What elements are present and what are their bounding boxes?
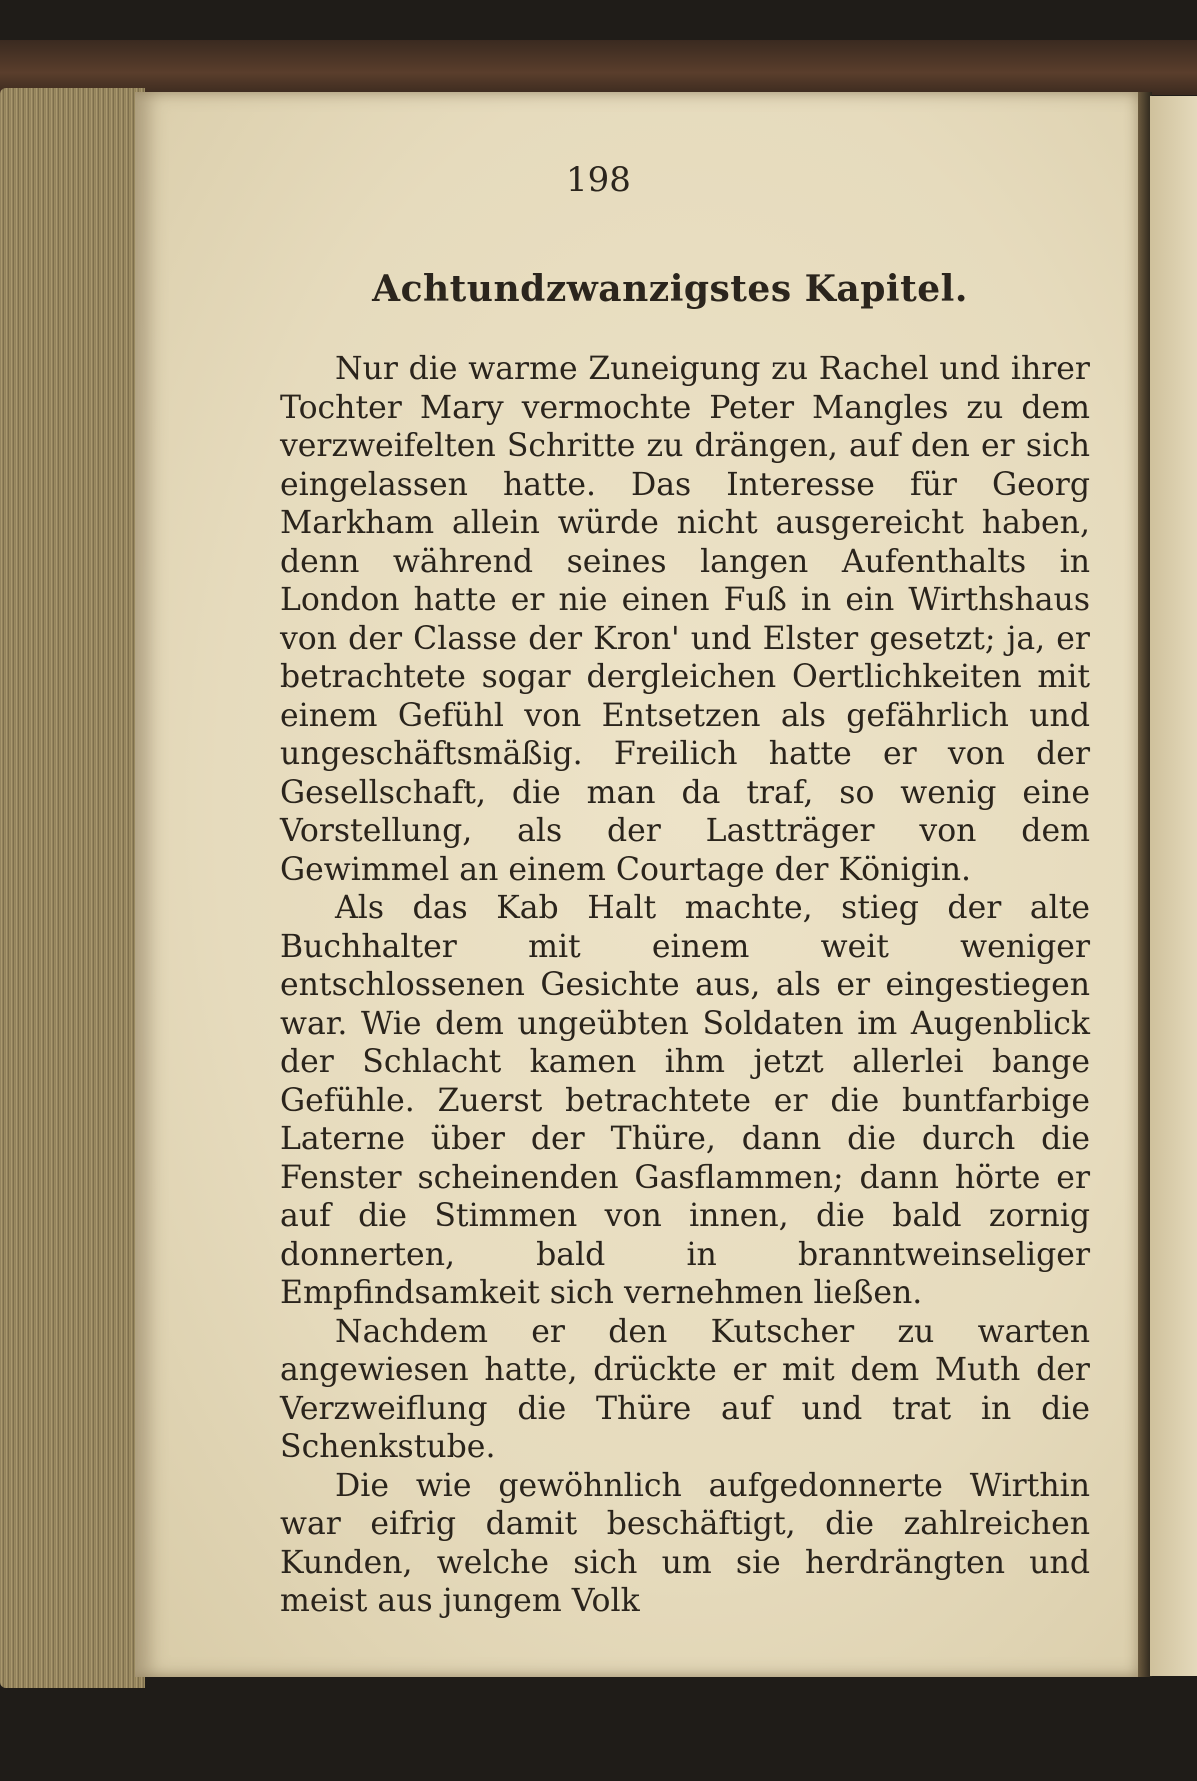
body-text [280, 350, 1090, 1621]
book-cover-edge [0, 40, 1197, 95]
page-number: 198 [566, 160, 631, 200]
page-stack-edges [0, 88, 145, 1688]
paragraph: Nur die warme Zuneigung zu Rachel und ihrer Tochter Mary vermochte Peter Mangles zu dem verzweifelten Schritte zu drängen, auf den er sich eingelassen hatte. Das Interesse für Georg Markham allein würde nicht ausgereicht haben, denn während seines langen Aufenthalts in London hatte er nie einen Fuß in ein Wirthshaus von der Classe der Kron' und Elster gesetzt; ja, er betrachtete sogar dergleichen Oertlichkeiten mit einem Gefühl von Entsetzen als gefährlich und ungeschäftsmäßig. Freilich hatte er von der Gesellschaft, die man da traf, so wenig eine Vorstellung, als der Lastträger von dem Gewimmel an einem Courtage der Königin. [280, 351, 1090, 888]
paragraph: Nachdem er den Kutscher zu warten angewiesen hatte, drückte er mit dem Muth der Verzweiflung die Thüre auf und trat in die Schenkstube. [280, 1313, 1090, 1465]
paragraph: Die wie gewöhnlich aufgedonnerte Wirthin war eifrig damit beschäftigt, die zahlreichen Kunden, welche sich um sie herdrängten und meist aus jungem Volk [280, 1467, 1090, 1619]
paragraph: Als das Kab Halt machte, stieg der alte Buchhalter mit einem weit weniger entschlossenen Gesichte aus, als er eingestiegen war. Wie dem ungeübten Soldaten im Augenblick der Schlacht kamen ihm jetzt allerlei bange Gefühle. Zuerst betrachtete er die buntfarbige Laterne über der Thüre, dann die durch die Fenster scheinenden Gasflammen; dann hörte er auf die Stimmen von innen, die bald zornig donnerten, bald in branntweinseliger Empfindsamkeit sich vernehmen ließen. [280, 890, 1090, 1311]
facing-page-edge [1150, 96, 1197, 1676]
chapter-title: Achtundzwanzigstes Kapitel. [372, 268, 968, 310]
